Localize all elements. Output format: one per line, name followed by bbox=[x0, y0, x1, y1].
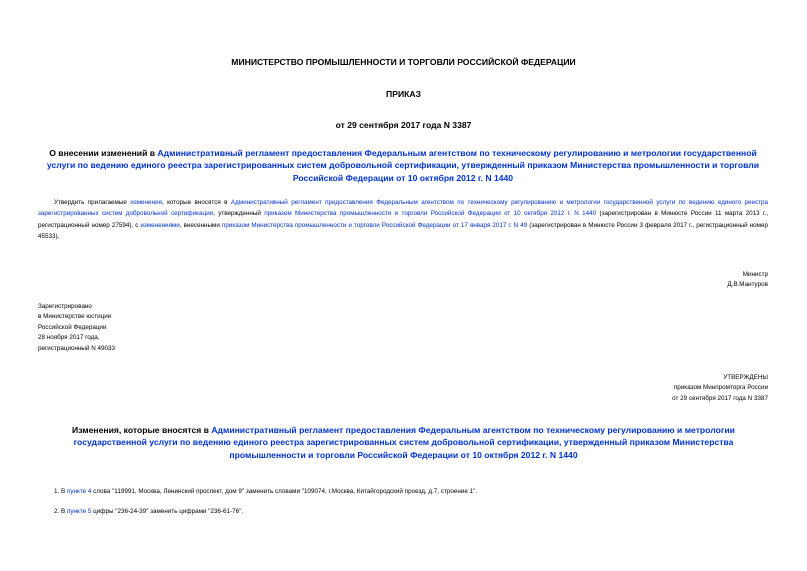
order-title bbox=[38, 147, 768, 184]
order-1440-link[interactable]: приказом Министерства промышленности и торговли Российской Федерации от 10 октября 2012 г. N 1440 bbox=[264, 210, 597, 218]
changes-title-link[interactable]: Административный регламент предоставления Федеральным агентством по техническому регулированию и метрологии государственной услуги по ведению единого реестра зарегистрированных систем добровольной сертификации, утвержденный приказом Министерства промышленности и торговли Российской Федерации от 10 октября 2012 г. N 1440 bbox=[73, 425, 735, 460]
body-text-4: (зарегистрирован в Минюсте России 11 марта 2013 г., регистрационный номер 27594), с bbox=[38, 210, 769, 229]
approved-line-1: УТВЕРЖДЕНЫ bbox=[723, 374, 768, 381]
registration-line-2: в Министерстве юстиции bbox=[38, 313, 112, 321]
order-body-paragraph bbox=[38, 197, 768, 242]
doc-type-heading: ПРИКАЗ bbox=[386, 89, 421, 99]
body-text-1: Утвердить прилагаемые bbox=[54, 199, 131, 206]
change-item-1-text: слова "119991, Москва, Ленинский проспект, дом 9" заменить словами "109074, г.Москва, Китайгородский проезд, д.7, строение 1". bbox=[91, 488, 478, 495]
signature-name: Д.В.Мантуров bbox=[727, 281, 768, 289]
body-text-2: , которые вносятся в bbox=[161, 199, 231, 206]
approved-block bbox=[540, 373, 768, 404]
regulation-link[interactable]: Административный регламент предоставления Федеральным агентством по техническому регулированию и метрологии государственной услуги по ведению единого реестра зарегистрированных систем добровольной сертификации bbox=[38, 199, 768, 218]
changes-link[interactable]: изменения bbox=[130, 199, 162, 206]
change-item-1-prefix: 1. В bbox=[54, 488, 67, 495]
change-item-2 bbox=[54, 507, 768, 517]
registration-line-1: Зарегистрировано bbox=[38, 303, 92, 310]
changes-title-prefix: Изменения, которые вносятся в bbox=[72, 425, 212, 435]
registration-line-3: Российской Федерации bbox=[38, 323, 107, 331]
order-date-number: от 29 сентября 2017 года N 3387 bbox=[335, 120, 472, 130]
order-49-link[interactable]: приказом Министерства промышленности и торговли Российской Федерации от 17 января 2017 г. N 49 bbox=[221, 221, 528, 229]
body-text-3: , утвержденный bbox=[213, 210, 265, 218]
body-text-6: (зарегистрирован в Минюсте России 3 февраля 2017 г., регистрационный номер 45533). bbox=[38, 221, 768, 240]
change-item-1 bbox=[54, 487, 768, 497]
point-5-link[interactable]: пункте 5 bbox=[66, 508, 92, 515]
registration-block bbox=[38, 302, 258, 354]
registration-line-5: регистрационный N 49033 bbox=[38, 344, 116, 352]
amendments-link[interactable]: изменениями bbox=[140, 221, 180, 229]
changes-title bbox=[55, 424, 752, 461]
point-4-link[interactable]: пункте 4 bbox=[66, 488, 92, 495]
approved-line-3: от 29 сентября 2017 года N 3387 bbox=[672, 394, 768, 402]
order-title-link[interactable]: Административный регламент предоставления Федеральным агентством по техническому регулированию и метрологии государственной услуги по ведению единого реестра зарегистрированных систем добровольной сертификации, утвержденный приказом Министерства промышленности и торговли Российской Федерации от 10 октября 2012 г. N 1440 bbox=[46, 148, 760, 183]
registration-line-4: 28 ноября 2017 года, bbox=[38, 334, 100, 342]
signature-position: Министр bbox=[742, 271, 768, 278]
change-item-2-prefix: 2. В bbox=[54, 508, 67, 515]
approved-line-2: приказом Минпромторга России bbox=[673, 384, 768, 392]
signature-block bbox=[560, 270, 768, 291]
order-title-prefix: О внесении изменений в bbox=[49, 148, 158, 158]
body-text-5: , внесенными bbox=[179, 221, 222, 229]
ministry-heading: МИНИСТЕРСТВО ПРОМЫШЛЕННОСТИ И ТОРГОВЛИ РОССИЙСКОЙ ФЕДЕРАЦИИ bbox=[231, 57, 576, 67]
change-item-2-text: цифры "236-24-39" заменить цифрами "236-61-76". bbox=[91, 508, 244, 515]
